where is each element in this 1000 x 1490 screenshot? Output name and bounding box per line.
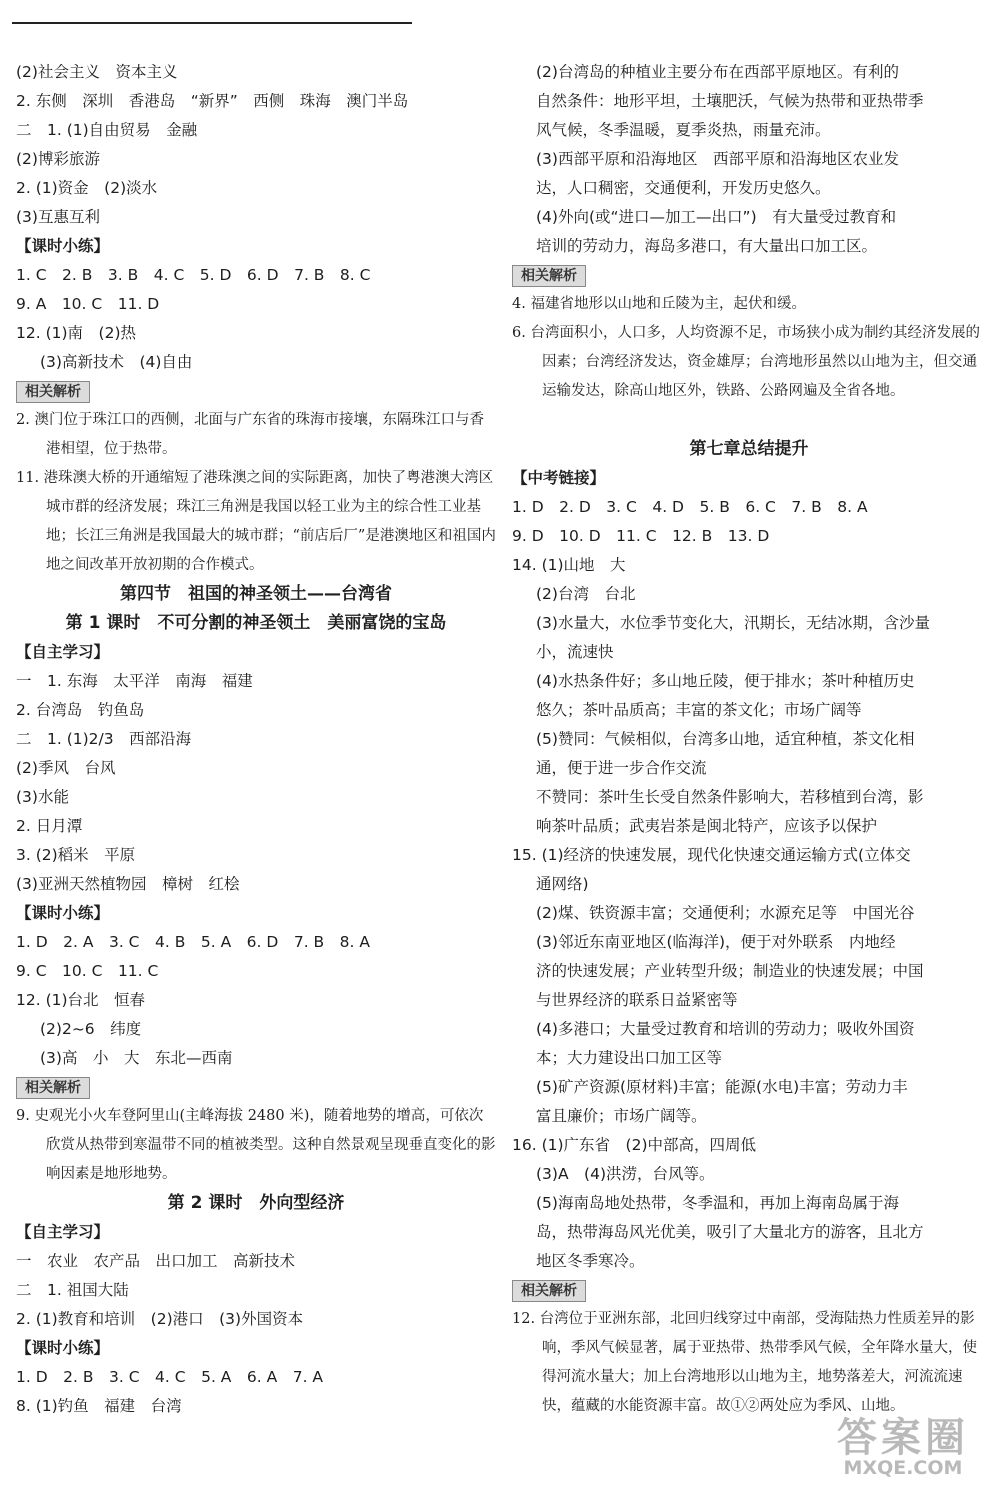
answer-line: 富且廉价；市场广阔等。 (536, 1107, 707, 1125)
header-rule (12, 22, 412, 24)
answer-line: (2)社会主义 资本主义 (16, 63, 178, 81)
explanation-paragraph (16, 464, 496, 580)
related-analysis-label: 相关解析 (16, 1077, 90, 1099)
answer-line: (3)西部平原和沿海地区 西部平原和沿海地区农业发 (536, 150, 899, 168)
answer-line: (2)台湾 台北 (536, 585, 636, 603)
answer-line: 1. D 2. B 3. C 4. C 5. A 6. A 7. A (16, 1368, 324, 1386)
answer-line: (3)水量大，水位季节变化大，汛期长，无结冰期，含沙量 (536, 614, 930, 632)
answer-line: (2)博彩旅游 (16, 150, 100, 168)
answer-line: (5)赞同：气候相似，台湾多山地，适宜种植，茶文化相 (536, 730, 915, 748)
explanation-paragraph (512, 290, 986, 319)
answer-line: (4)水热条件好；多山地丘陵，便于排水；茶叶种植历史 (536, 672, 915, 690)
watermark-logo (818, 1415, 988, 1479)
explanation-text: 11. 港珠澳大桥的开通缩短了港珠澳之间的实际距离，加快了粤港澳大湾区城市群的经济发展；珠江三角洲是我国以轻工业为主的综合性工业基地；长江三角洲是我国最大的城市群；“前店后厂”是港澳地区和祖国内地之间改革开放初期的合作模式。 (16, 470, 496, 573)
answer-line: 2. 东侧 深圳 香港岛 “新界” 西侧 珠海 澳门半岛 (16, 92, 409, 110)
answer-line: (4)多港口；大量受过教育和培训的劳动力；吸收外国资 (536, 1020, 915, 1038)
answer-line: (3)A (4)洪涝，台风等。 (536, 1165, 715, 1183)
explanation-text: 6. 台湾面积小，人口多，人均资源不足，市场狭小成为制约其经济发展的因素；台湾经济发达，资金雄厚；台湾地形虽然以山地为主，但交通运输发达，除高山地区外，铁路、公路网遍及全省各地。 (512, 325, 980, 399)
related-analysis-row (16, 377, 496, 406)
answer-line: 小，流速快 (536, 643, 614, 661)
answer-line: 岛，热带海岛风光优美，吸引了大量北方的游客，且北方 (536, 1223, 924, 1241)
watermark-url: MXQE.COM (843, 1457, 963, 1479)
answer-line: (4)外向(或“进口—加工—出口”) 有大量受过教育和 (536, 208, 897, 226)
answer-line: 8. (1)钓鱼 福建 台湾 (16, 1397, 182, 1415)
answer-line: 二 1. (1)自由贸易 金融 (16, 121, 198, 139)
explanation-text: 4. 福建省地形以山地和丘陵为主，起伏和缓。 (512, 296, 806, 312)
answer-line: 2. 日月潭 (16, 817, 83, 835)
explanation-paragraph (512, 319, 986, 435)
answer-line: 15. (1)经济的快速发展，现代化快速交通运输方式(立体交 (512, 846, 911, 864)
answer-line: 培训的劳动力，海岛多港口，有大量出口加工区。 (536, 237, 878, 255)
section-tag: 【自主学习】 (16, 1223, 110, 1241)
answer-line: 自然条件：地形平坦，土壤肥沃，气候为热带和亚热带季 (536, 92, 924, 110)
section-heading: 第 2 课时 外向型经济 (167, 1193, 345, 1213)
answer-line: 2. 台湾岛 钓鱼岛 (16, 701, 145, 719)
answer-line: 一 1. 东海 太平洋 南海 福建 (16, 672, 253, 690)
section-tag: 【课时小练】 (16, 237, 110, 255)
answer-line: 悠久；茶叶品质高；丰富的茶文化；市场广阔等 (536, 701, 862, 719)
answer-line: 1. D 2. A 3. C 4. B 5. A 6. D 7. B 8. A (16, 933, 370, 951)
related-analysis-label: 相关解析 (16, 381, 90, 403)
answer-line: 12. (1)台北 恒春 (16, 991, 146, 1009)
answer-line: 16. (1)广东省 (2)中部高，四周低 (512, 1136, 756, 1154)
related-analysis-row (16, 1073, 496, 1102)
answer-line: (5)矿产资源(原材料)丰富；能源(水电)丰富；劳动力丰 (536, 1078, 908, 1096)
answer-line: (5)海南岛地处热带，冬季温和，再加上海南岛属于海 (536, 1194, 899, 1212)
answer-line: 响茶叶品质；武夷岩茶是闽北特产，应该予以保护 (536, 817, 878, 835)
answer-line: 1. D 2. D 3. C 4. D 5. B 6. C 7. B 8. A (512, 498, 868, 516)
answer-line: 济的快速发展；产业转型升级；制造业的快速发展；中国 (536, 962, 924, 980)
answer-line: 9. A 10. C 11. D (16, 295, 160, 313)
section-tag: 【自主学习】 (16, 643, 110, 661)
left-column (16, 58, 496, 1421)
answer-line: (2)2~6 纬度 (40, 1020, 142, 1038)
answer-line: (3)高新技术 (4)自由 (40, 353, 193, 371)
answer-line: (2)台湾岛的种植业主要分布在西部平原地区。有利的 (536, 63, 899, 81)
explanation-text: 9. 史观光小火车登阿里山(主峰海拔 2480 米)，随着地势的增高，可依次欣赏从热带到寒温带不同的植被类型。这种自然景观呈现垂直变化的影响因素是地形地势。 (16, 1108, 496, 1182)
answer-line: 3. (2)稻米 平原 (16, 846, 136, 864)
right-column (512, 58, 986, 1450)
answer-line: 本；大力建设出口加工区等 (536, 1049, 723, 1067)
explanation-text: 12. 台湾位于亚洲东部，北回归线穿过中南部，受海陆热力性质差异的影响，季风气候显著，属于亚热带、热带季风气候，全年降水量大，使得河流水量大；加上台湾地形以山地为主，地势落差大，河流流速快，蕴藏的水能资源丰富。故①②两处应为季风、山地。 (512, 1311, 977, 1414)
watermark-title: 答案圈 (837, 1415, 969, 1461)
answer-line: (3)邻近东南亚地区(临海洋)，便于对外联系 内地经 (536, 933, 896, 951)
answer-line: 通网络) (536, 875, 589, 893)
related-analysis-row (512, 1276, 986, 1305)
explanation-paragraph (16, 406, 496, 464)
explanation-text: 2. 澳门位于珠江口的西侧，北面与广东省的珠海市接壤，东隔珠江口与香港相望，位于热带。 (16, 412, 484, 457)
answer-line: 14. (1)山地 大 (512, 556, 626, 574)
section-heading: 第七章总结提升 (689, 439, 809, 459)
section-tag: 【课时小练】 (16, 1339, 110, 1357)
section-tag: 【课时小练】 (16, 904, 110, 922)
related-analysis-label: 相关解析 (512, 265, 586, 287)
answer-line: 1. C 2. B 3. B 4. C 5. D 6. D 7. B 8. C (16, 266, 371, 284)
answer-line: 通，便于进一步合作交流 (536, 759, 707, 777)
answer-line: 一 农业 农产品 出口加工 高新技术 (16, 1252, 296, 1270)
answer-line: 9. C 10. C 11. C (16, 962, 159, 980)
answer-line: 不赞同：茶叶生长受自然条件影响大，若移植到台湾，影 (536, 788, 924, 806)
answer-line: (3)互惠互利 (16, 208, 100, 226)
answer-line: 地区冬季寒冷。 (536, 1252, 645, 1270)
explanation-paragraph (16, 1102, 496, 1189)
related-analysis-label: 相关解析 (512, 1280, 586, 1302)
answer-line: 达，人口稠密，交通便利，开发历史悠久。 (536, 179, 831, 197)
related-analysis-row (512, 261, 986, 290)
answer-line: (2)煤、铁资源丰富；交通便利；水源充足等 中国光谷 (536, 904, 915, 922)
answer-line: 风气候，冬季温暖，夏季炎热，雨量充沛。 (536, 121, 831, 139)
answer-line: 2. (1)教育和培训 (2)港口 (3)外国资本 (16, 1310, 304, 1328)
answer-line: 9. D 10. D 11. C 12. B 13. D (512, 527, 770, 545)
section-tag: 【中考链接】 (512, 469, 606, 487)
answer-line: (3)亚洲天然植物园 樟树 红桧 (16, 875, 240, 893)
answer-line: 2. (1)资金 (2)淡水 (16, 179, 158, 197)
section-heading: 第 1 课时 不可分割的神圣领土 美丽富饶的宝岛 (65, 613, 447, 633)
answer-line: 12. (1)南 (2)热 (16, 324, 136, 342)
answer-line: (2)季风 台风 (16, 759, 116, 777)
answer-line: (3)水能 (16, 788, 69, 806)
answer-line: 二 1. 祖国大陆 (16, 1281, 129, 1299)
answer-line: 与世界经济的联系日益紧密等 (536, 991, 738, 1009)
answer-line: 二 1. (1)2/3 西部沿海 (16, 730, 192, 748)
section-heading: 第四节 祖国的神圣领土——台湾省 (120, 584, 392, 604)
answer-line: (3)高 小 大 东北—西南 (40, 1049, 233, 1067)
